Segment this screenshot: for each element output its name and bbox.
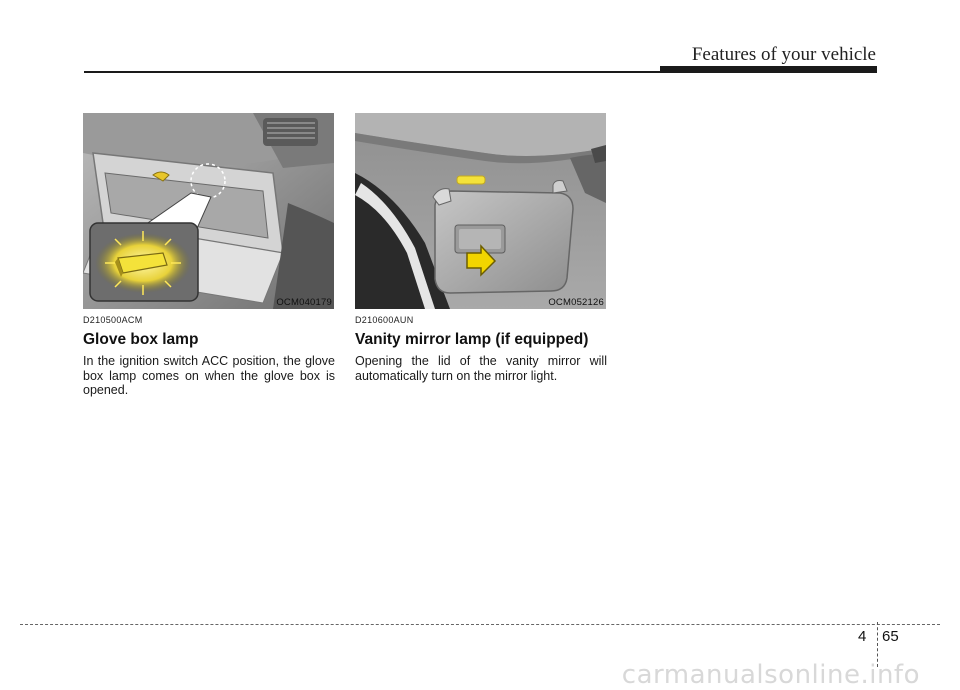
figure-code: OCM040179 — [276, 297, 332, 308]
watermark: carmanualsonline.info — [621, 660, 920, 690]
section-title: Glove box lamp — [83, 331, 199, 348]
header-rule — [84, 71, 680, 73]
section-glove-box-lamp — [83, 315, 335, 398]
glove-box-figure — [83, 113, 334, 309]
section-code: D210600AUN — [355, 315, 414, 325]
section-code: D210500ACM — [83, 315, 143, 325]
header-rule-accent — [660, 66, 877, 73]
section-body: In the ignition switch ACC position, the glove box lamp comes on when the glove box is opened. — [83, 354, 335, 397]
vanity-mirror-figure — [355, 113, 606, 309]
page-number: 65 — [882, 628, 899, 645]
section-vanity-mirror-lamp — [355, 315, 607, 383]
glove-box-lamp-illustration — [83, 113, 334, 309]
chapter-number: 4 — [858, 628, 867, 645]
figure-code: OCM052126 — [548, 297, 604, 308]
vanity-mirror-lamp-illustration — [355, 113, 606, 309]
section-title: Vanity mirror lamp (if equipped) — [355, 331, 589, 348]
footer-rule — [20, 624, 940, 625]
header-title: Features of your vehicle — [691, 44, 876, 65]
section-body: Opening the lid of the vanity mirror will automatically turn on the mirror light. — [355, 354, 607, 383]
